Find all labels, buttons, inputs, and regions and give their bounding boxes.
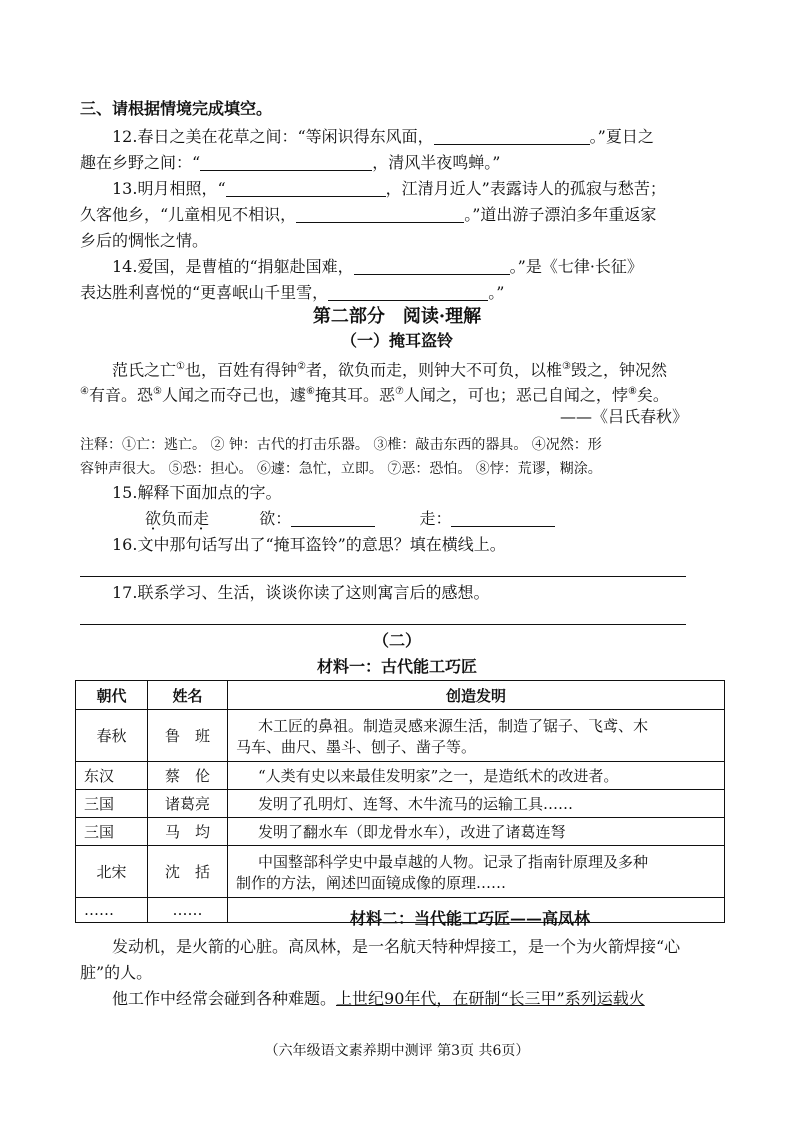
q12-text-c: 趣在乡野之间：“ xyxy=(80,153,201,172)
footnote-mark: ① xyxy=(176,361,185,372)
invention-line: 发明了孔明灯、连弩、木牛流马的运输工具…… xyxy=(258,795,574,813)
q13-text-a: 13.明月相照，“ xyxy=(112,179,226,198)
footnote-mark: ⑥ xyxy=(305,386,315,397)
passage-seg: 人闻之，可也；恶己自闻之，悖 xyxy=(403,385,628,405)
cell-dynasty: 三国 xyxy=(76,818,148,846)
table-row xyxy=(76,790,725,818)
q15-label-2: 走： xyxy=(419,509,452,528)
footnote-mark: ③ xyxy=(561,361,571,372)
header-invention: 创造发明 xyxy=(228,681,725,710)
part2-title: 第二部分 阅读·理解 xyxy=(312,306,482,327)
passage-seg: 人闻之而夺己也，遽 xyxy=(161,385,306,405)
q14-text-b: 。”是《七律·长征》 xyxy=(509,257,643,276)
passage-line1 xyxy=(112,356,667,381)
question-15: 15.解释下面加点的字。 xyxy=(112,483,282,502)
notes-line2: 容钟声很大。 ⑤恐：担心。 ⑥遽：急忙，立即。 ⑦恶：恐怕。 ⑧悖：荒谬，糊涂。 xyxy=(80,461,602,477)
invention-line: 中国整部科学史中最卓越的人物。记录了指南针原理及多种 xyxy=(258,852,649,871)
footnote-mark: ⑤ xyxy=(152,386,162,397)
question-15-items xyxy=(145,508,555,530)
material1-title: 材料一：古代能工巧匠 xyxy=(316,657,477,676)
invention-line: 制作的方法，阐述凹面镜成像的原理…… xyxy=(236,873,507,892)
cell-name: 鲁 班 xyxy=(148,710,228,762)
footnote-mark: ② xyxy=(297,361,306,372)
table-row xyxy=(76,818,725,846)
cell-dynasty: …… xyxy=(76,898,148,923)
passage-seg: 范氏之亡 xyxy=(112,360,177,380)
material2-para1-line1: 发动机，是火箭的心脏。高凤林，是一名航天特种焊接工，是一个为火箭焊接“心 xyxy=(112,937,681,956)
q14-text-a: 14.爱国，是曹植的“捐躯赴国难， xyxy=(112,257,354,276)
q15-dotted-char-2: 走 xyxy=(193,509,210,528)
passage-line2 xyxy=(80,381,669,406)
passage-seg: 毁之，钟况然 xyxy=(570,360,667,380)
q14-text-d: 。” xyxy=(488,283,505,302)
para2-underlined-text: 上世纪90年代，在研制“长三甲”系列运载火 xyxy=(336,989,645,1008)
cell-invention xyxy=(228,818,725,846)
material2-title: 材料二：当代能工巧匠——高凤林 xyxy=(350,909,591,928)
question-13-line3: 乡后的惆怅之情。 xyxy=(80,231,209,250)
question-12-line2 xyxy=(80,152,500,174)
q14-blank-2[interactable] xyxy=(328,284,488,301)
q12-text-a: 12.春日之美在花草之间：“等闲识得东风面， xyxy=(112,127,434,146)
cell-name: 马 均 xyxy=(148,818,228,846)
invention-line: 马车、曲尺、墨斗、刨子、凿子等。 xyxy=(236,737,477,756)
passage-seg: 有音。恐 xyxy=(88,385,153,405)
cell-name: 蔡 伦 xyxy=(148,762,228,790)
question-13-line1 xyxy=(112,178,666,200)
q12-blank-1[interactable] xyxy=(434,128,590,145)
passage-source: ——《吕氏春秋》 xyxy=(560,407,689,426)
para2-text: 他工作中经常会碰到各种难题。 xyxy=(112,989,337,1008)
question-17: 17.联系学习、生活，谈谈你读了这则寓言后的感想。 xyxy=(112,583,490,602)
passage-seg: 矣。 xyxy=(636,385,669,405)
cell-name: …… xyxy=(148,898,228,923)
passage-seg: 也，百姓有得钟 xyxy=(184,360,297,380)
q15-phrase-mid: 负而 xyxy=(161,509,194,528)
craftsmen-table xyxy=(75,680,725,923)
cell-dynasty: 三国 xyxy=(76,790,148,818)
q13-blank-2[interactable] xyxy=(296,206,464,223)
q13-text-c: 久客他乡，“儿童相见不相识， xyxy=(80,205,297,224)
cell-name: 沈 括 xyxy=(148,846,228,898)
cell-invention xyxy=(228,846,725,898)
q12-text-d: ，清风半夜鸣蝉。” xyxy=(372,153,501,172)
cell-dynasty: 东汉 xyxy=(76,762,148,790)
passage-seg: 者，欲负而走，则钟大不可负，以椎 xyxy=(305,360,562,380)
footnote-mark: ④ xyxy=(80,386,89,397)
page-footer: （六年级语文素养期中测评 第3页 共6页） xyxy=(264,1043,530,1059)
q14-blank-1[interactable] xyxy=(354,258,510,275)
section3-heading: 三、请根据情境完成填空。 xyxy=(80,99,273,118)
invention-line: 发明了翻水车（即龙骨水车），改进了诸葛连弩 xyxy=(258,823,566,841)
question-16: 16.文中那句话写出了“掩耳盗铃”的意思？填在横线上。 xyxy=(112,535,506,554)
table-row xyxy=(76,710,725,762)
q16-answer-line[interactable] xyxy=(80,576,686,577)
footnote-mark: ⑧ xyxy=(627,386,637,397)
invention-line: 木工匠的鼻祖。制造灵感来源生活，制造了锯子、飞鸢、木 xyxy=(258,716,649,735)
q12-text-b: 。”夏日之 xyxy=(589,127,654,146)
q17-answer-line[interactable] xyxy=(80,624,686,625)
q15-dotted-char-1: 欲 xyxy=(145,509,162,528)
header-dynasty: 朝代 xyxy=(76,681,148,710)
cell-dynasty: 北宋 xyxy=(76,846,148,898)
q13-text-b: ，江清月近人”表露诗人的孤寂与愁苦； xyxy=(385,179,666,198)
cell-invention xyxy=(228,790,725,818)
table-row xyxy=(76,762,725,790)
passage2-title: （二） xyxy=(372,631,421,650)
invention-line: “人类有史以来最佳发明家”之一，是造纸术的改进者。 xyxy=(258,767,619,785)
q13-text-d: 。”道出游子漂泊多年重返家 xyxy=(464,205,657,224)
header-name: 姓名 xyxy=(148,681,228,710)
notes-line1: 注释：①亡：逃亡。 ② 钟：古代的打击乐器。 ③椎：敲击东西的器具。 ④况然：形 xyxy=(80,437,602,453)
q15-label-1: 欲： xyxy=(259,509,292,528)
passage1-title: （一）掩耳盗铃 xyxy=(340,331,453,350)
q14-text-c: 表达胜利喜悦的“更喜岷山千里雪， xyxy=(80,283,329,302)
q13-blank-1[interactable] xyxy=(226,180,386,197)
cell-name: 诸葛亮 xyxy=(148,790,228,818)
cell-dynasty: 春秋 xyxy=(76,710,148,762)
q12-blank-2[interactable] xyxy=(200,154,372,171)
cell-invention xyxy=(228,710,725,762)
footnote-mark: ⑦ xyxy=(394,386,404,397)
question-12-line1 xyxy=(112,126,654,148)
question-14-line1 xyxy=(112,256,643,278)
q15-blank-2[interactable] xyxy=(451,510,555,527)
q15-blank-1[interactable] xyxy=(291,510,375,527)
passage-seg: 掩其耳。恶 xyxy=(314,385,395,405)
table-row xyxy=(76,846,725,898)
table-header-row xyxy=(76,681,725,710)
material2-para2-line1 xyxy=(112,988,645,1010)
cell-invention xyxy=(228,762,725,790)
material2-para1-line2: 脏”的人。 xyxy=(80,963,153,982)
question-13-line2 xyxy=(80,204,656,226)
question-14-line2 xyxy=(80,282,504,304)
